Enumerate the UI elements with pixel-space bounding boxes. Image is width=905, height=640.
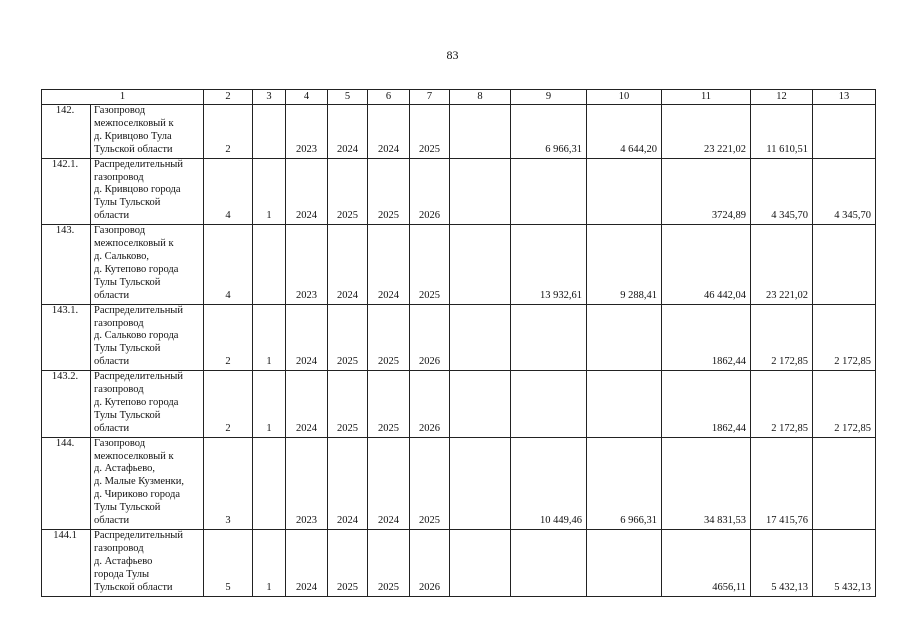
cell-c6: 2025	[368, 371, 410, 438]
cell-c3	[253, 225, 286, 304]
object-name-line: Тульской области	[94, 581, 173, 593]
cell-c12: 11 610,51	[751, 105, 813, 159]
cell-c6: 2024	[368, 225, 410, 304]
row-number: 142.	[42, 105, 91, 159]
cell-c11: 1862,44	[662, 371, 751, 438]
object-name-line: Тулы Тульской	[94, 343, 161, 355]
cell-c7: 2026	[410, 304, 450, 371]
row-number: 144.1	[42, 530, 91, 597]
cell-c2: 2	[204, 304, 253, 371]
header-cell-12: 12	[751, 90, 813, 105]
table-row	[42, 225, 876, 304]
object-name-line: Газопровод	[94, 437, 146, 449]
cell-c10: 9 288,41	[587, 225, 662, 304]
cell-c11: 4656,11	[662, 530, 751, 597]
cell-c5: 2024	[328, 437, 368, 529]
object-name	[91, 105, 204, 159]
object-name-line: д. Кривцово города	[94, 184, 181, 196]
cell-c11: 46 442,04	[662, 225, 751, 304]
header-cell-13: 13	[813, 90, 876, 105]
cell-c10	[587, 158, 662, 225]
table-body	[42, 105, 876, 597]
cell-c10: 4 644,20	[587, 105, 662, 159]
cell-c3	[253, 105, 286, 159]
object-name	[91, 371, 204, 438]
object-name-line: д. Сальково,	[94, 250, 149, 262]
cell-c6: 2024	[368, 105, 410, 159]
cell-c9	[511, 530, 587, 597]
header-cell-4: 4	[286, 90, 328, 105]
object-name-line: д. Кривцово Тула	[94, 130, 172, 142]
cell-c9: 10 449,46	[511, 437, 587, 529]
table-row	[42, 371, 876, 438]
cell-c2: 2	[204, 371, 253, 438]
header-cell-7: 7	[410, 90, 450, 105]
cell-c12: 23 221,02	[751, 225, 813, 304]
header-cell-1: 1	[42, 90, 204, 105]
cell-c6: 2024	[368, 437, 410, 529]
cell-c13	[813, 437, 876, 529]
header-cell-8: 8	[450, 90, 511, 105]
page-number: 83	[446, 48, 459, 62]
cell-c5: 2025	[328, 530, 368, 597]
object-name-line: области	[94, 422, 130, 434]
object-name-line: д. Кутепово города	[94, 263, 179, 275]
data-table	[41, 89, 876, 597]
cell-c13: 5 432,13	[813, 530, 876, 597]
cell-c7: 2025	[410, 437, 450, 529]
object-name-line: д. Малые Кузменки,	[94, 476, 184, 488]
object-name-line: Распределительный	[94, 304, 183, 316]
cell-c11: 1862,44	[662, 304, 751, 371]
header-cell-3: 3	[253, 90, 286, 105]
object-name	[91, 304, 204, 371]
table-row	[42, 105, 876, 159]
cell-c11: 3724,89	[662, 158, 751, 225]
cell-c4: 2023	[286, 225, 328, 304]
cell-c2: 2	[204, 105, 253, 159]
cell-c6: 2025	[368, 304, 410, 371]
cell-c8	[450, 105, 511, 159]
cell-c5: 2025	[328, 304, 368, 371]
object-name	[91, 437, 204, 529]
object-name-line: д. Чириково города	[94, 489, 180, 501]
header-cell-11: 11	[662, 90, 751, 105]
row-number: 144.	[42, 437, 91, 529]
object-name-line: газопровод	[94, 171, 144, 183]
cell-c10: 6 966,31	[587, 437, 662, 529]
cell-c8	[450, 225, 511, 304]
cell-c4: 2024	[286, 158, 328, 225]
table-row	[42, 530, 876, 597]
cell-c9: 13 932,61	[511, 225, 587, 304]
table-row	[42, 304, 876, 371]
object-name-line: Газопровод	[94, 225, 146, 237]
cell-c12: 2 172,85	[751, 371, 813, 438]
object-name	[91, 158, 204, 225]
object-name-line: Распределительный	[94, 158, 183, 170]
cell-c4: 2023	[286, 105, 328, 159]
cell-c7: 2025	[410, 105, 450, 159]
cell-c13: 2 172,85	[813, 304, 876, 371]
cell-c5: 2024	[328, 105, 368, 159]
object-name-line: Распределительный	[94, 371, 183, 383]
cell-c12: 4 345,70	[751, 158, 813, 225]
object-name-line: Тулы Тульской	[94, 276, 161, 288]
object-name-line: д. Кутепово города	[94, 396, 179, 408]
cell-c9	[511, 371, 587, 438]
cell-c7: 2026	[410, 371, 450, 438]
cell-c3	[253, 437, 286, 529]
cell-c3: 1	[253, 530, 286, 597]
object-name-line: Распределительный	[94, 530, 183, 541]
cell-c9	[511, 304, 587, 371]
object-name-line: Тульской области	[94, 143, 173, 155]
object-name-line: Тулы Тульской	[94, 409, 161, 421]
cell-c10	[587, 304, 662, 371]
cell-c2: 4	[204, 225, 253, 304]
cell-c2: 4	[204, 158, 253, 225]
header-cell-6: 6	[368, 90, 410, 105]
cell-c7: 2026	[410, 530, 450, 597]
cell-c13: 2 172,85	[813, 371, 876, 438]
object-name-line: города Тулы	[94, 568, 150, 580]
cell-c10	[587, 371, 662, 438]
cell-c8	[450, 437, 511, 529]
object-name-line: межпоселковый к	[94, 117, 174, 129]
cell-c4: 2023	[286, 437, 328, 529]
cell-c5: 2025	[328, 158, 368, 225]
cell-c8	[450, 530, 511, 597]
cell-c6: 2025	[368, 530, 410, 597]
cell-c2: 5	[204, 530, 253, 597]
cell-c4: 2024	[286, 530, 328, 597]
object-name-line: Тулы Тульской	[94, 502, 161, 514]
row-number: 143.1.	[42, 304, 91, 371]
cell-c11: 34 831,53	[662, 437, 751, 529]
cell-c7: 2026	[410, 158, 450, 225]
cell-c12: 17 415,76	[751, 437, 813, 529]
object-name-line: газопровод	[94, 542, 144, 554]
object-name-line: д. Сальково города	[94, 330, 179, 342]
cell-c8	[450, 371, 511, 438]
row-number: 142.1.	[42, 158, 91, 225]
cell-c6: 2025	[368, 158, 410, 225]
table-row	[42, 437, 876, 529]
cell-c7: 2025	[410, 225, 450, 304]
header-cell-2: 2	[204, 90, 253, 105]
cell-c5: 2024	[328, 225, 368, 304]
header-row	[42, 90, 876, 105]
cell-c8	[450, 158, 511, 225]
cell-c13	[813, 105, 876, 159]
cell-c4: 2024	[286, 371, 328, 438]
row-number: 143.2.	[42, 371, 91, 438]
cell-c13	[813, 225, 876, 304]
object-name-line: межпоселковый к	[94, 450, 174, 462]
object-name	[91, 530, 204, 597]
table-row	[42, 158, 876, 225]
header-cell-5: 5	[328, 90, 368, 105]
object-name-line: области	[94, 356, 130, 368]
object-name-line: д. Астафьево,	[94, 463, 155, 475]
cell-c9	[511, 158, 587, 225]
object-name-line: межпоселковый к	[94, 238, 174, 250]
cell-c2: 3	[204, 437, 253, 529]
cell-c9: 6 966,31	[511, 105, 587, 159]
cell-c12: 5 432,13	[751, 530, 813, 597]
object-name-line: области	[94, 210, 130, 222]
cell-c3: 1	[253, 158, 286, 225]
cell-c11: 23 221,02	[662, 105, 751, 159]
object-name-line: газопровод	[94, 384, 144, 396]
object-name-line: области	[94, 289, 130, 301]
object-name	[91, 225, 204, 304]
object-name-line: д. Астафьево	[94, 555, 153, 567]
cell-c12: 2 172,85	[751, 304, 813, 371]
header-cell-9: 9	[511, 90, 587, 105]
cell-c3: 1	[253, 304, 286, 371]
object-name-line: области	[94, 515, 130, 527]
header-cell-10: 10	[587, 90, 662, 105]
object-name-line: газопровод	[94, 317, 144, 329]
cell-c10	[587, 530, 662, 597]
row-number: 143.	[42, 225, 91, 304]
cell-c8	[450, 304, 511, 371]
cell-c5: 2025	[328, 371, 368, 438]
object-name-line: Тулы Тульской	[94, 197, 161, 209]
cell-c4: 2024	[286, 304, 328, 371]
cell-c3: 1	[253, 371, 286, 438]
object-name-line: Газопровод	[94, 105, 146, 116]
cell-c13: 4 345,70	[813, 158, 876, 225]
